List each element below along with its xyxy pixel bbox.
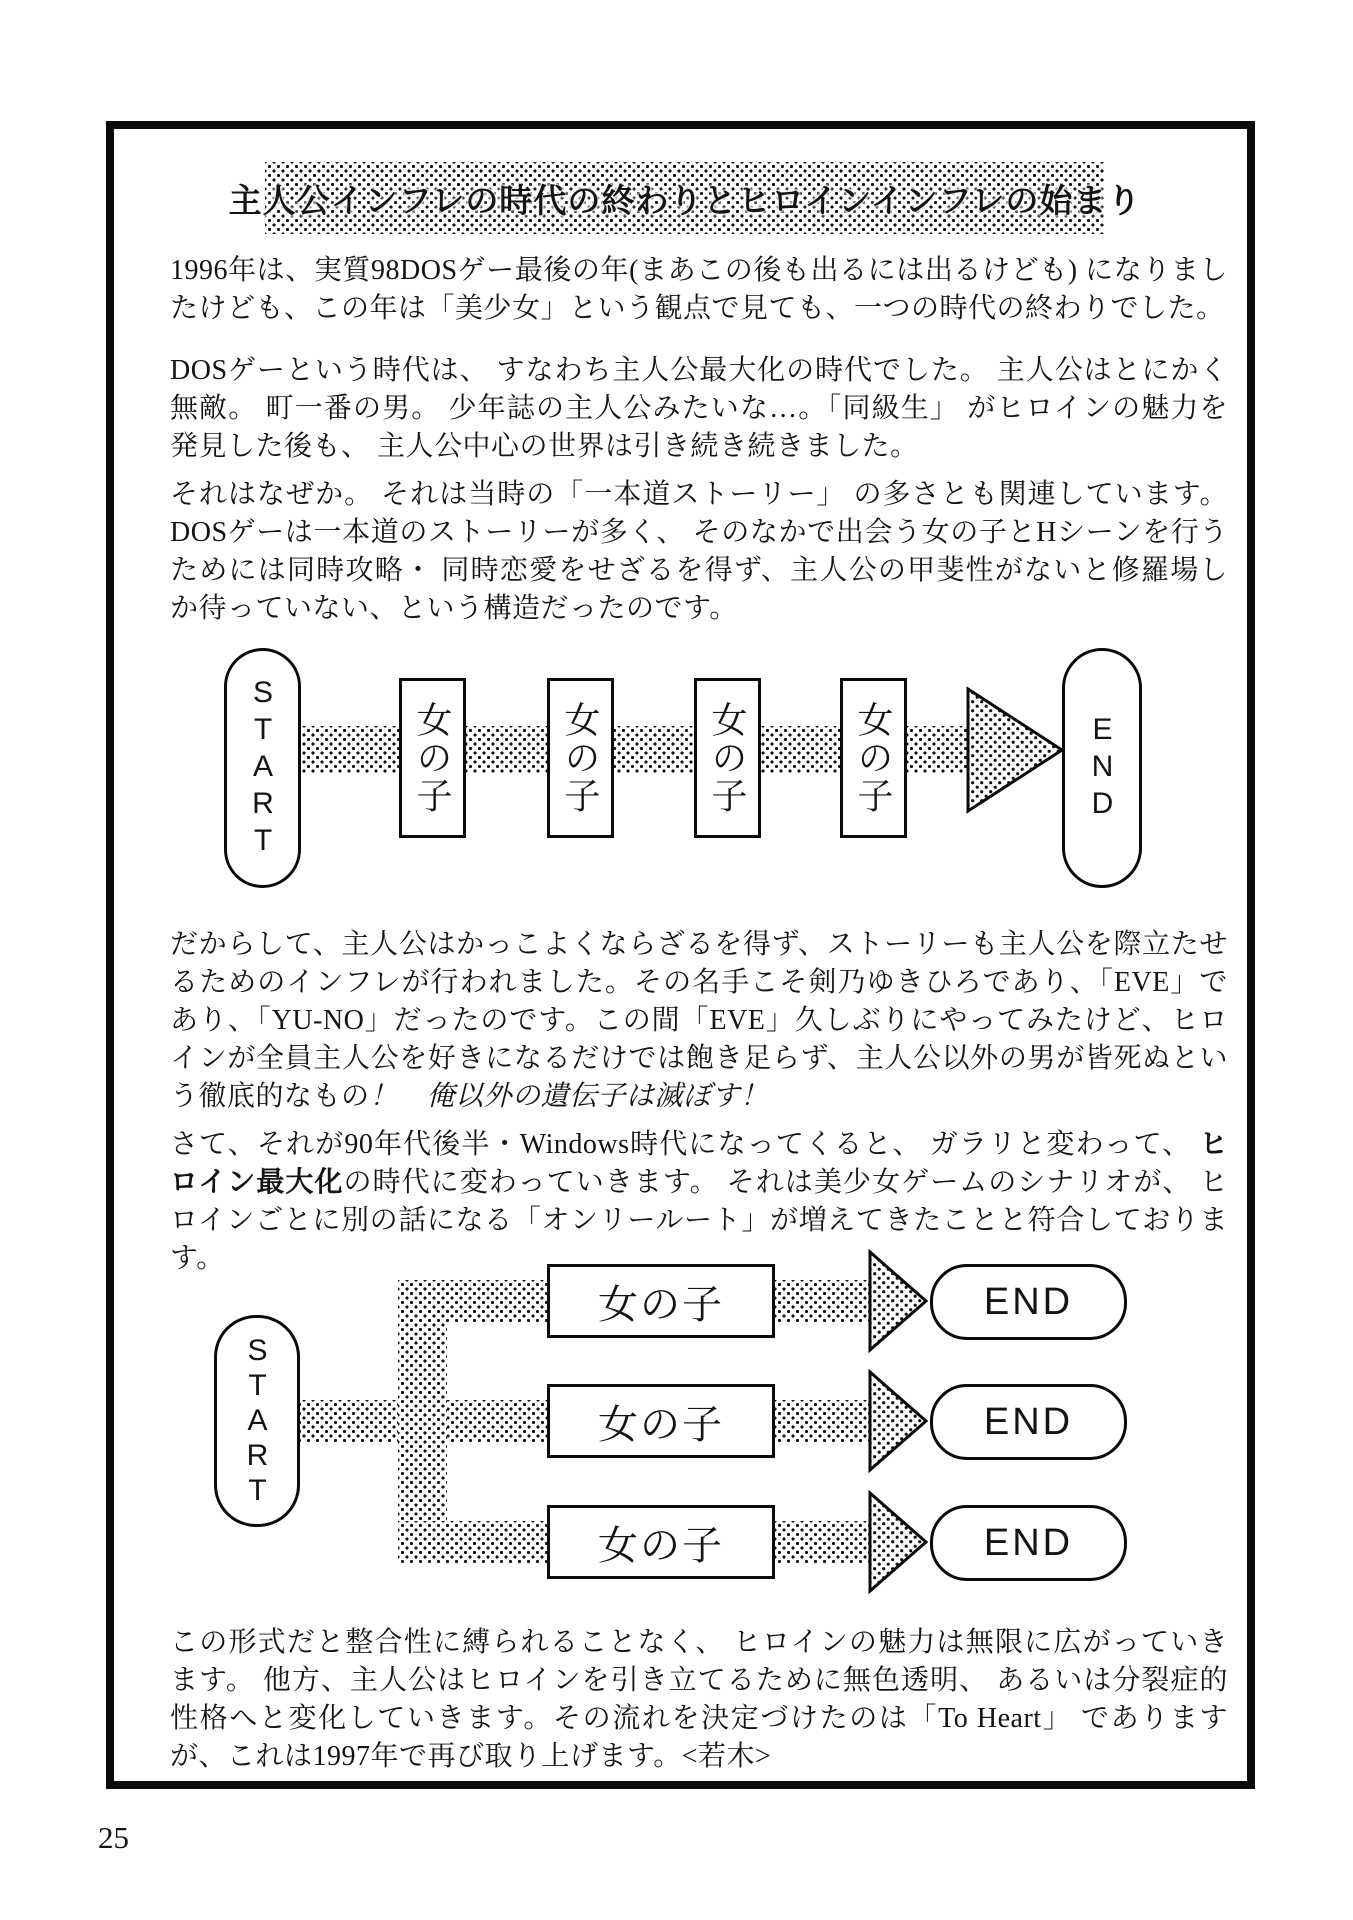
paragraph-windows-pre: さて、それが90年代後半・Windows時代になってくると、 ガラリと変わって、 xyxy=(170,1129,1200,1160)
girl-box xyxy=(547,1384,775,1458)
start-label: START xyxy=(241,1333,274,1509)
flow-arrowhead-icon xyxy=(868,1369,930,1473)
page-number: 25 xyxy=(98,1820,129,1855)
flow-band xyxy=(775,1400,875,1442)
girl-box xyxy=(547,1505,775,1579)
flow-band xyxy=(398,1280,547,1322)
paragraph-windows-bold: ヒロイン最大化 xyxy=(170,1129,1228,1198)
girl-box xyxy=(694,678,761,838)
start-label: START xyxy=(246,675,280,861)
end-label: END xyxy=(983,1400,1074,1443)
end-node xyxy=(930,1384,1127,1460)
girl-box-label: 女の子 xyxy=(598,1282,724,1327)
end-label: END xyxy=(983,1521,1074,1564)
paragraph-inflation-text: だからして、主人公はかっこよくならざるを得ず、ストーリーも主人公を際立たせるためのインフレが行われました。その名手こそ剣乃ゆきひろであり、「EVE」であり、「YU-NO」だったのです。この間「EVE」久しぶりにやってみたけど、ヒロインが全員主人公を好きになるだけでは飽き足らず、主人公以外の男が皆死ぬという徹底的なもの xyxy=(170,929,1228,1112)
flow-band xyxy=(775,1280,875,1322)
paragraph-why: それはなぜか。 それは当時の「一本道ストーリー」 の多さとも関連しています。DOSゲーは一本道のストーリーが多く、 そのなかで出会う女の子とHシーンを行うためには同時攻略・ 同時恋愛をせざるを得ず、主人公の甲斐性がないと修羅場しか待っていない、という構造だったのです。 xyxy=(170,479,1228,624)
girl-box xyxy=(840,678,907,838)
paragraph-inflation xyxy=(170,926,1228,1116)
flow-band xyxy=(398,1521,547,1563)
start-node xyxy=(214,1315,300,1527)
page-title: 主人公インフレの時代の終わりとヒロインインフレの始まり xyxy=(228,183,1142,220)
girl-box-label: 女の子 xyxy=(707,701,748,815)
flow-arrowhead-icon xyxy=(966,686,1066,814)
flow-arrowhead-icon xyxy=(868,1249,930,1353)
girl-box xyxy=(547,1264,775,1338)
flow-arrowhead-icon xyxy=(868,1490,930,1594)
girl-box xyxy=(399,678,466,838)
end-node xyxy=(930,1505,1127,1581)
end-label: END xyxy=(983,1280,1074,1323)
paragraph-dos-era: DOSゲーという時代は、 すなわち主人公最大化の時代でした。 主人公はとにかく無敵。 町一番の男。 少年誌の主人公みたいな…。「同級生」 がヒロインの魅力を発見した後も、 主人公中心の世界は引き続き続きました。 xyxy=(170,355,1228,462)
girl-box-label: 女の子 xyxy=(853,701,894,815)
girl-box xyxy=(547,678,614,838)
girl-box-label: 女の子 xyxy=(560,701,601,815)
girl-box-label: 女の子 xyxy=(598,1402,724,1447)
end-node xyxy=(930,1264,1127,1340)
paragraph-windows-post: の時代に変わっていきます。 それは美少女ゲームのシナリオが、 ヒロインごとに別の話になる「オンリールート」が増えてきたことと符合しております。 xyxy=(170,1167,1228,1274)
paragraph-1996: 1996年は、実質98DOSゲー最後の年(まあこの後も出るには出るけども) になりましたけども、この年は「美少女」という観点で見ても、一つの時代の終わりでした。 xyxy=(170,255,1228,324)
paragraph-conclusion: この形式だと整合性に縛られることなく、 ヒロインの魅力は無限に広がっていきます。 他方、主人公はヒロインを引き立てるために無色透明、 あるいは分裂症的性格へと変化していきます。その流れを決定づけたのは「To Heart」 でありますが、これは1997年で再び取り上げます。<若木> xyxy=(170,1627,1228,1772)
paragraph-inflation-italic: ！ 俺以外の遺伝子は滅ぼす！ xyxy=(369,1081,769,1112)
flow-band xyxy=(775,1521,875,1563)
end-label: END xyxy=(1086,712,1119,824)
paragraph-windows-era xyxy=(170,1126,1228,1278)
title-banner xyxy=(228,162,1142,234)
start-node xyxy=(224,648,301,888)
girl-box-label: 女の子 xyxy=(412,701,453,815)
girl-box-label: 女の子 xyxy=(598,1523,724,1568)
end-node xyxy=(1062,648,1142,888)
